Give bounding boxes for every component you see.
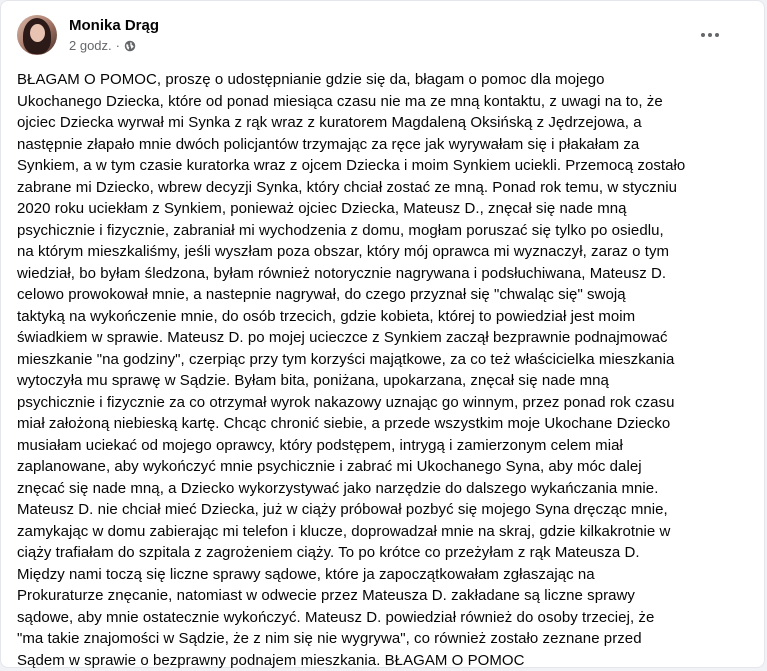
post-time[interactable]: 2 godz.: [69, 37, 112, 53]
author-name[interactable]: Monika Drąg: [69, 16, 160, 34]
post-header: [17, 13, 159, 57]
more-dot: [715, 33, 719, 37]
avatar[interactable]: [17, 15, 57, 55]
more-options-icon[interactable]: [692, 23, 728, 47]
post-time-row: [69, 37, 159, 55]
more-dot: [708, 33, 712, 37]
separator-dot: ·: [115, 37, 120, 53]
avatar-face: [30, 24, 45, 42]
more-dot: [701, 33, 705, 37]
globe-icon[interactable]: [124, 40, 136, 52]
post-text: BŁAGAM O POMOC, proszę o udostępnianie gdzie się da, błagam o pomoc dla mojego Ukochanego Dziecka, które od ponad miesiąca czasu nie ma ze mną kontaktu, z uwagi na to, że ojciec Dziecka wyrwał mi Synka z rąk wraz z kuratorem Magdaleną Oksińską z Jędrzejowa, a następnie złapało mnie dwóch policjantów trzymając za ręce jak wyrywałam się i płakałam za Synkiem, a w tym czasie kuratorka wraz z ojcem Dziecka i moim Synkiem uciekli. Przemocą zostało zabrane mi Dziecko, wbrew decyzji Synka, który chciał zostać ze mną. Ponad rok temu, w styczniu 2020 roku uciekłam z Synkiem, ponieważ ojciec Dziecka, Mateusz D., znęcał się nade mną psychicznie i fizycznie, zabraniał mi wychodzenia z domu, mogłam poruszać się tylko po osiedlu, na którym mieszkaliśmy, jeśli wyszłam poza obszar, który mój oprawca mi wyznaczył, zaraz o tym wiedział, bo byłam śledzona, byłam również notorycznie nagrywana i podsłuchiwana, Mateusz D. celowo prowokował mnie, a nastepnie nagrywał, do czego przyznał się "chwaląc się" swoją taktyką na wykończenie mnie, do osób trzecich, gdzie kobieta, której to powiedział jest moim świadkiem w sprawie. Mateusz D. po mojej ucieczce z Synkiem zaczął bezprawnie podnajmować mieszkanie "na godziny", czerpiąc przy tym korzyści majątkowe, za co też właścicielka mieszkania wytoczyła mu sprawę w Sądzie. Byłam bita, poniżana, upokarzana, znęcał się nade mną psychicznie i fizycznie za co otrzymał wyrok nakazowy uznając go winnym, przez ponad rok czasu miał założoną niebieską kartę. Chcąc chronić siebie, a przede wszystkim moje Ukochane Dziecko musiałam uciekać od mojego oprawcy, który podstępem, intrygą i zamierzonym celem miał zaplanowane, aby wykończyć mnie psychicznie i zabrać mi Ukochanego Syna, aby móc dalej znęcać się nade mną, a Dziecko wykorzystywać jako narzędzie do dalszego wykańczania mnie. Mateusz D. nie chciał mieć Dziecka, już w ciąży próbował pozbyć się mojego Syna dręcząc mnie, zamykając w domu zabierając mi telefon i klucze, doprowadzał mnie na skraj, gdzie kilkakrotnie w ciąży trafiałam do szpitala z zagrożeniem ciąży. To po krótce co przeżyłam z rąk Mateusza D. Między nami toczą się liczne sprawy sądowe, które ja zapoczątkowałam zgłaszając na Prokuraturze znęcanie, natomiast w odwecie przez Mateusza D. zakładane są liczne sprawy sądowe, aby mnie ostatecznie wykończyć. Mateusz D. powiedział również do osoby trzeciej, że "ma takie znajomości w Sądzie, że z nim się nie wygrywa", co również zostało zeznane przed Sądem w sprawie o bezprawny podnajem mieszkania. BŁAGAM O POMOC: [17, 71, 686, 669]
post-meta: [69, 16, 159, 55]
